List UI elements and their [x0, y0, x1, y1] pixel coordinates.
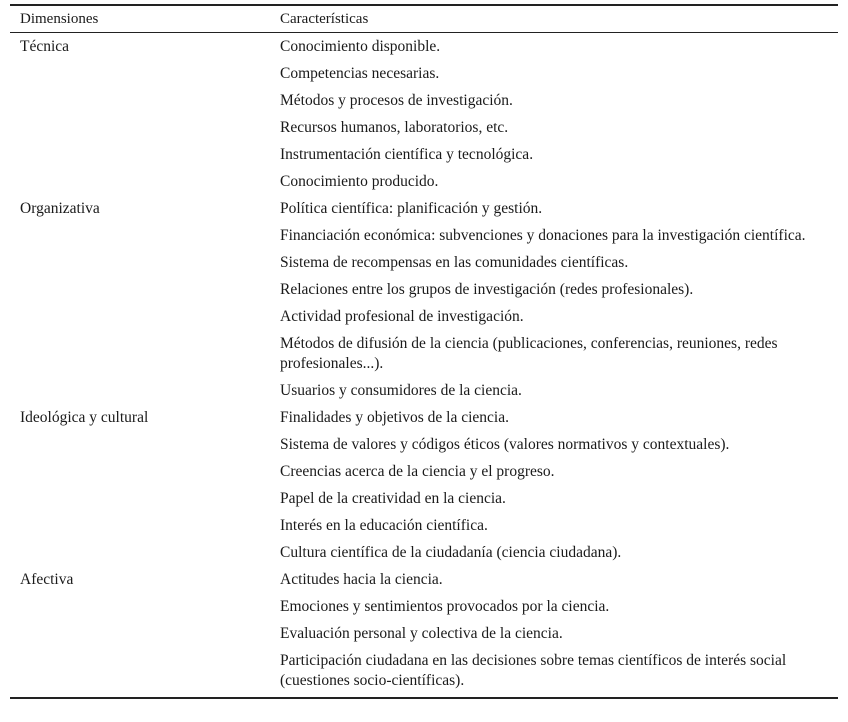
dimension-cell: Afectiva	[20, 571, 74, 588]
dimension-cell	[10, 431, 280, 458]
header-dimensions: Dimensiones	[20, 10, 99, 27]
table-row	[10, 141, 838, 168]
table-row	[10, 593, 838, 620]
characteristic-cell: Política científica: planificación y gestión.	[280, 200, 543, 217]
dimension-cell	[10, 593, 280, 620]
dimension-cell: Organizativa	[20, 200, 100, 217]
dimension-cell	[10, 276, 280, 303]
table-row	[10, 276, 838, 303]
dimension-cell	[10, 114, 280, 141]
characteristic-cell: Conocimiento disponible.	[280, 38, 441, 55]
characteristic-cell: Métodos y procesos de investigación.	[280, 92, 513, 109]
dimension-group	[10, 404, 838, 566]
table-row	[10, 33, 838, 60]
dimension-cell	[10, 222, 280, 249]
characteristic-cell: Financiación económica: subvenciones y donaciones para la investigación científica.	[280, 227, 806, 244]
table-row	[10, 404, 838, 431]
dimension-cell	[10, 647, 280, 694]
table-row	[10, 620, 838, 647]
characteristic-cell: Interés en la educación científica.	[280, 517, 488, 534]
dimension-group	[10, 195, 838, 404]
characteristic-cell: Usuarios y consumidores de la ciencia.	[280, 382, 522, 399]
table-header-row	[10, 6, 838, 32]
dimension-cell	[10, 249, 280, 276]
characteristic-cell: Métodos de difusión de la ciencia (publicaciones, conferencias, reuniones, redes profesionales...).	[280, 335, 778, 372]
characteristic-cell: Evaluación personal y colectiva de la ciencia.	[280, 625, 563, 642]
dimension-cell	[10, 620, 280, 647]
table-row	[10, 222, 838, 249]
characteristic-cell: Recursos humanos, laboratorios, etc.	[280, 119, 509, 136]
characteristic-cell: Cultura científica de la ciudadanía (ciencia ciudadana).	[280, 544, 622, 561]
table-row	[10, 195, 838, 222]
characteristic-cell: Finalidades y objetivos de la ciencia.	[280, 409, 509, 426]
table-row	[10, 114, 838, 141]
dimension-cell	[10, 458, 280, 485]
characteristic-cell: Actividad profesional de investigación.	[280, 308, 524, 325]
dimension-group	[10, 33, 838, 195]
characteristic-cell: Creencias acerca de la ciencia y el progreso.	[280, 463, 555, 480]
characteristic-cell: Conocimiento producido.	[280, 173, 439, 190]
characteristic-cell: Papel de la creatividad en la ciencia.	[280, 490, 506, 507]
table-row	[10, 377, 838, 404]
dimension-cell	[10, 330, 280, 377]
table-row	[10, 539, 838, 566]
dimension-cell	[10, 87, 280, 114]
table-row	[10, 249, 838, 276]
table-row	[10, 566, 838, 593]
characteristic-cell: Instrumentación científica y tecnológica.	[280, 146, 534, 163]
dimension-group	[10, 566, 838, 694]
table-body	[10, 33, 838, 694]
dimension-cell	[10, 512, 280, 539]
dimension-cell	[10, 168, 280, 195]
dimension-cell	[10, 60, 280, 87]
characteristic-cell: Competencias necesarias.	[280, 65, 440, 82]
table-row	[10, 647, 838, 694]
dimension-cell	[10, 303, 280, 330]
header-characteristics: Características	[280, 10, 369, 27]
characteristic-cell: Participación ciudadana en las decisiones sobre temas científicos de interés social (cuestiones socio-científicas).	[280, 652, 787, 689]
characteristic-cell: Actitudes hacia la ciencia.	[280, 571, 443, 588]
dimension-cell	[10, 141, 280, 168]
table-row	[10, 87, 838, 114]
table-row	[10, 458, 838, 485]
table-row	[10, 60, 838, 87]
table-row	[10, 431, 838, 458]
bottom-rule	[10, 697, 838, 699]
table-row	[10, 330, 838, 377]
characteristic-cell: Sistema de valores y códigos éticos (valores normativos y contextuales).	[280, 436, 730, 453]
characteristic-cell: Relaciones entre los grupos de investigación (redes profesionales).	[280, 281, 694, 298]
table-row	[10, 168, 838, 195]
table-row	[10, 512, 838, 539]
table-row	[10, 303, 838, 330]
dimension-cell	[10, 485, 280, 512]
dimension-cell: Técnica	[20, 38, 70, 55]
characteristic-cell: Emociones y sentimientos provocados por la ciencia.	[280, 598, 610, 615]
dimension-cell	[10, 377, 280, 404]
dimension-cell: Ideológica y cultural	[20, 409, 149, 426]
characteristic-cell: Sistema de recompensas en las comunidades científicas.	[280, 254, 629, 271]
dimension-cell	[10, 539, 280, 566]
dimensions-table	[10, 4, 838, 699]
table-row	[10, 485, 838, 512]
